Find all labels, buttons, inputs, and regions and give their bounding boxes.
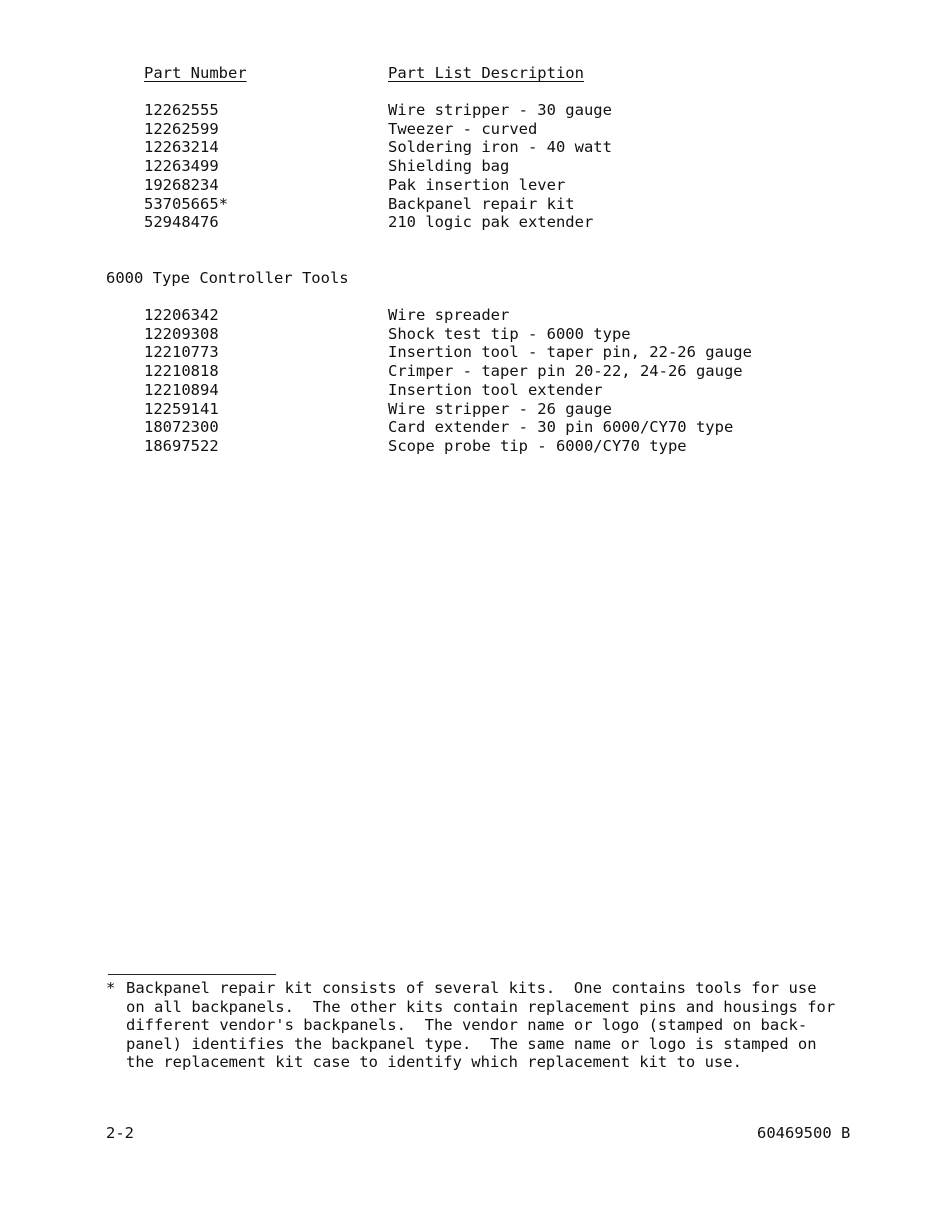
part-number: 52948476: [144, 213, 219, 232]
part-number: 18072300: [144, 418, 219, 437]
part-description: Shielding bag: [388, 157, 510, 176]
part-number: 12210894: [144, 380, 219, 399]
part-description: Card extender - 30 pin 6000/CY70 type: [388, 418, 734, 437]
part-description: 210 logic pak extender: [388, 213, 594, 232]
part-description: Scope probe tip - 6000/CY70 type: [388, 436, 687, 455]
part-number: 18697522: [144, 436, 219, 455]
part-description: Wire stripper - 30 gauge: [388, 101, 612, 119]
part-description: Shock test tip - 6000 type: [388, 324, 631, 343]
footnote-line: panel) identifies the backpanel type. The same name or logo is stamped on: [126, 1034, 817, 1053]
part-description: Insertion tool - taper pin, 22-26 gauge: [388, 343, 752, 362]
part-number: 12263499: [144, 157, 219, 176]
part-number: 12206342: [144, 306, 219, 324]
part-number: 12210773: [144, 343, 219, 362]
part-number: 12259141: [144, 399, 219, 418]
part-number: 53705665*: [144, 194, 228, 213]
description-header: Part List Description: [388, 64, 584, 82]
part-description: Soldering iron - 40 watt: [388, 138, 612, 157]
part-number: 12209308: [144, 324, 219, 343]
section-title: 6000 Type Controller Tools: [106, 269, 349, 287]
footnote-divider: [108, 974, 276, 975]
part-number: 12262599: [144, 119, 219, 138]
page-number: 2-2: [106, 1124, 134, 1142]
footnote-line: different vendor's backpanels. The vendor name or logo (stamped on back-: [126, 1016, 808, 1034]
part-description: Crimper - taper pin 20-22, 24-26 gauge: [388, 362, 743, 381]
part-number-header: Part Number: [144, 64, 247, 82]
document-id: 60469500 B: [757, 1124, 851, 1142]
part-description: Pak insertion lever: [388, 175, 566, 194]
part-description: Backpanel repair kit: [388, 194, 575, 213]
footnote-line: on all backpanels. The other kits contain replacement pins and housings for: [126, 997, 836, 1016]
part-number: 12263214: [144, 138, 219, 157]
part-number: 19268234: [144, 175, 219, 194]
part-number: 12262555: [144, 101, 219, 119]
part-description: Wire spreader: [388, 306, 510, 324]
part-number: 12210818: [144, 362, 219, 381]
part-description: Insertion tool extender: [388, 380, 603, 399]
footnote-marker: *: [106, 979, 116, 997]
footnote-line: the replacement kit case to identify which replacement kit to use.: [126, 1053, 742, 1071]
footnote-line: Backpanel repair kit consists of several kits. One contains tools for use: [126, 979, 817, 997]
part-description: Wire stripper - 26 gauge: [388, 399, 612, 418]
part-description: Tweezer - curved: [388, 119, 538, 138]
